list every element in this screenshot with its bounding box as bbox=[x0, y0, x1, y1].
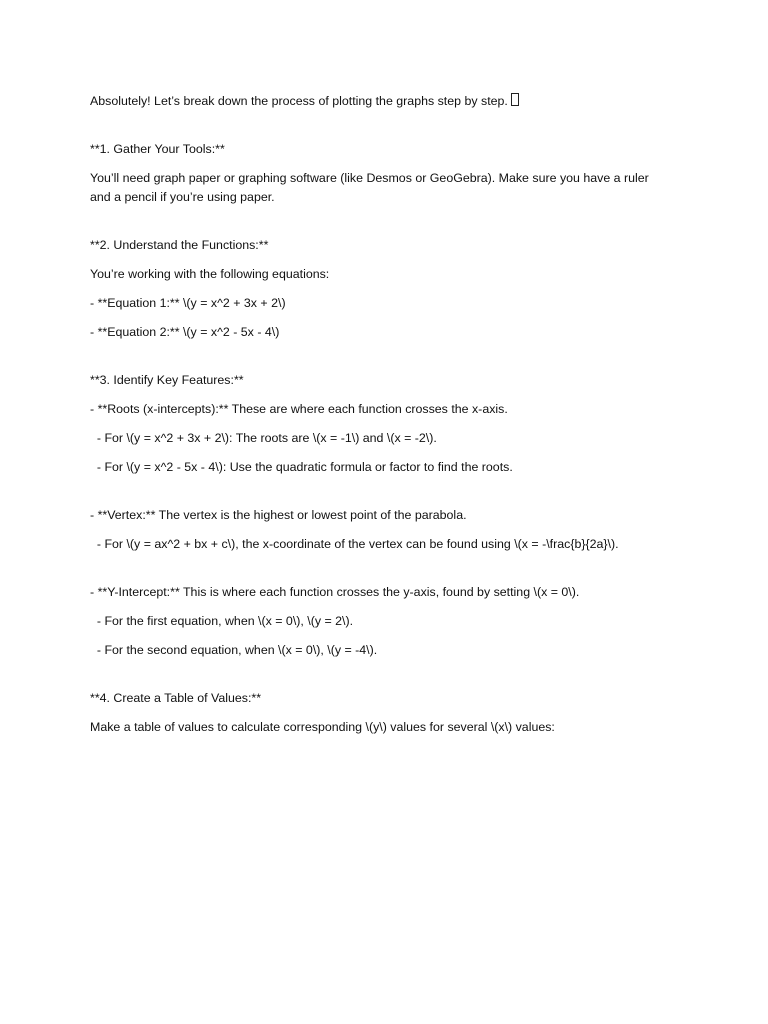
step2-heading: **2. Understand the Functions:** bbox=[90, 238, 269, 252]
intro-text: Absolutely! Let’s break down the process of plotting the graphs step by step. bbox=[90, 94, 508, 108]
spacer bbox=[90, 631, 670, 641]
step2-equation-1: - **Equation 1:** \(y = x^2 + 3x + 2\) bbox=[90, 296, 286, 310]
spacer bbox=[90, 448, 670, 458]
document-body bbox=[90, 92, 670, 737]
step3-roots-a: - For \(y = x^2 + 3x + 2\): The roots are \(x = -1\) and \(x = -2\). bbox=[90, 431, 437, 445]
spacer bbox=[90, 390, 670, 400]
step3-roots-b: - For \(y = x^2 - 5x - 4\): Use the quadratic formula or factor to find the roots. bbox=[90, 460, 513, 474]
spacer bbox=[90, 708, 670, 718]
step1-body: You’ll need graph paper or graphing software (like Desmos or GeoGebra). Make sure you have a ruler and a pencil if you’re using paper. bbox=[90, 171, 649, 204]
spacer bbox=[90, 419, 670, 429]
step3-vertex-a: - For \(y = ax^2 + bx + c\), the x-coordinate of the vertex can be found using \(x = -\frac{b}{2a}\). bbox=[90, 537, 619, 551]
spacer bbox=[90, 313, 670, 323]
step3-heading: **3. Identify Key Features:** bbox=[90, 373, 244, 387]
step2-equation-2: - **Equation 2:** \(y = x^2 - 5x - 4\) bbox=[90, 325, 280, 339]
step2-intro: You’re working with the following equations: bbox=[90, 267, 330, 281]
spacer bbox=[90, 207, 670, 236]
spacer bbox=[90, 255, 670, 265]
spacer bbox=[90, 342, 670, 371]
step3-yintercept: - **Y-Intercept:** This is where each function crosses the y-axis, found by setting \(x = 0\). bbox=[90, 585, 580, 599]
step1-heading: **1. Gather Your Tools:** bbox=[90, 142, 225, 156]
step3-yintercept-b: - For the second equation, when \(x = 0\), \(y = -4\). bbox=[90, 643, 378, 657]
step3-vertex: - **Vertex:** The vertex is the highest or lowest point of the parabola. bbox=[90, 508, 467, 522]
spacer bbox=[90, 602, 670, 612]
spacer bbox=[90, 477, 670, 506]
step4-heading: **4. Create a Table of Values:** bbox=[90, 691, 262, 705]
spacer bbox=[90, 525, 670, 535]
step3-roots: - **Roots (x-intercepts):** These are where each function crosses the x-axis. bbox=[90, 402, 508, 416]
spacer bbox=[90, 159, 670, 169]
spacer bbox=[90, 284, 670, 294]
step3-yintercept-a: - For the first equation, when \(x = 0\), \(y = 2\). bbox=[90, 614, 354, 628]
spacer bbox=[90, 660, 670, 689]
spacer bbox=[90, 554, 670, 583]
intro-line bbox=[90, 92, 670, 111]
step4-body: Make a table of values to calculate corresponding \(y\) values for several \(x\) values: bbox=[90, 720, 555, 734]
missing-glyph-icon bbox=[511, 93, 519, 106]
spacer bbox=[90, 111, 670, 140]
